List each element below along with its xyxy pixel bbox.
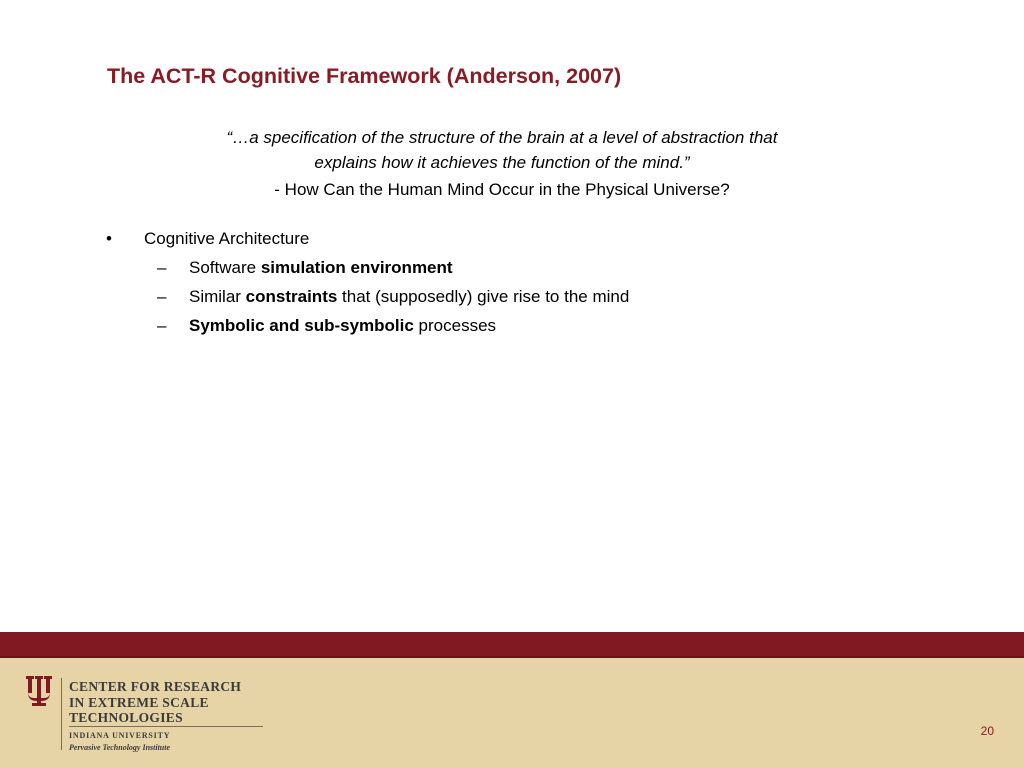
quote-line: “…a specification of the structure of the brain at a level of abstraction that [226, 128, 778, 147]
text-run: processes [413, 316, 497, 335]
sub-bullet-text [189, 287, 629, 307]
sub-bullet-text [189, 258, 453, 278]
institute-name: Pervasive Technology Institute [69, 743, 171, 752]
slide-title: The ACT-R Cognitive Framework (Anderson, 2007) [107, 64, 622, 88]
sub-bullet-text [189, 316, 496, 336]
iu-trident-icon [26, 676, 52, 710]
org-name-line: IN EXTREME SCALE [69, 695, 209, 710]
footer-bar [0, 632, 1024, 658]
bold-text-run: simulation environment [260, 258, 453, 277]
bold-text-run: Symbolic and sub-symbolic [189, 316, 414, 335]
sub-bullet-marker: – [157, 316, 167, 335]
org-name-line: TECHNOLOGIES [69, 710, 183, 725]
text-run: Software [189, 258, 261, 277]
quote-source: - How Can the Human Mind Occur in the Physical Universe? [274, 180, 730, 199]
quote-line: explains how it achieves the function of the mind.” [314, 153, 690, 172]
text-run: Similar [189, 287, 246, 306]
footer-rule [69, 726, 263, 727]
bold-text-run: constraints [245, 287, 338, 306]
sub-bullet-marker: – [157, 258, 167, 277]
bullet-marker: • [106, 229, 112, 248]
text-run: that (supposedly) give rise to the mind [337, 287, 630, 306]
quote [150, 125, 854, 175]
sub-bullet-marker: – [157, 287, 167, 306]
university-name: INDIANA UNIVERSITY [69, 731, 171, 740]
bullet-text: Cognitive Architecture [144, 229, 310, 248]
org-name-line: CENTER FOR RESEARCH [69, 679, 242, 694]
footer-divider [61, 678, 62, 750]
page-number: 20 [980, 724, 994, 738]
